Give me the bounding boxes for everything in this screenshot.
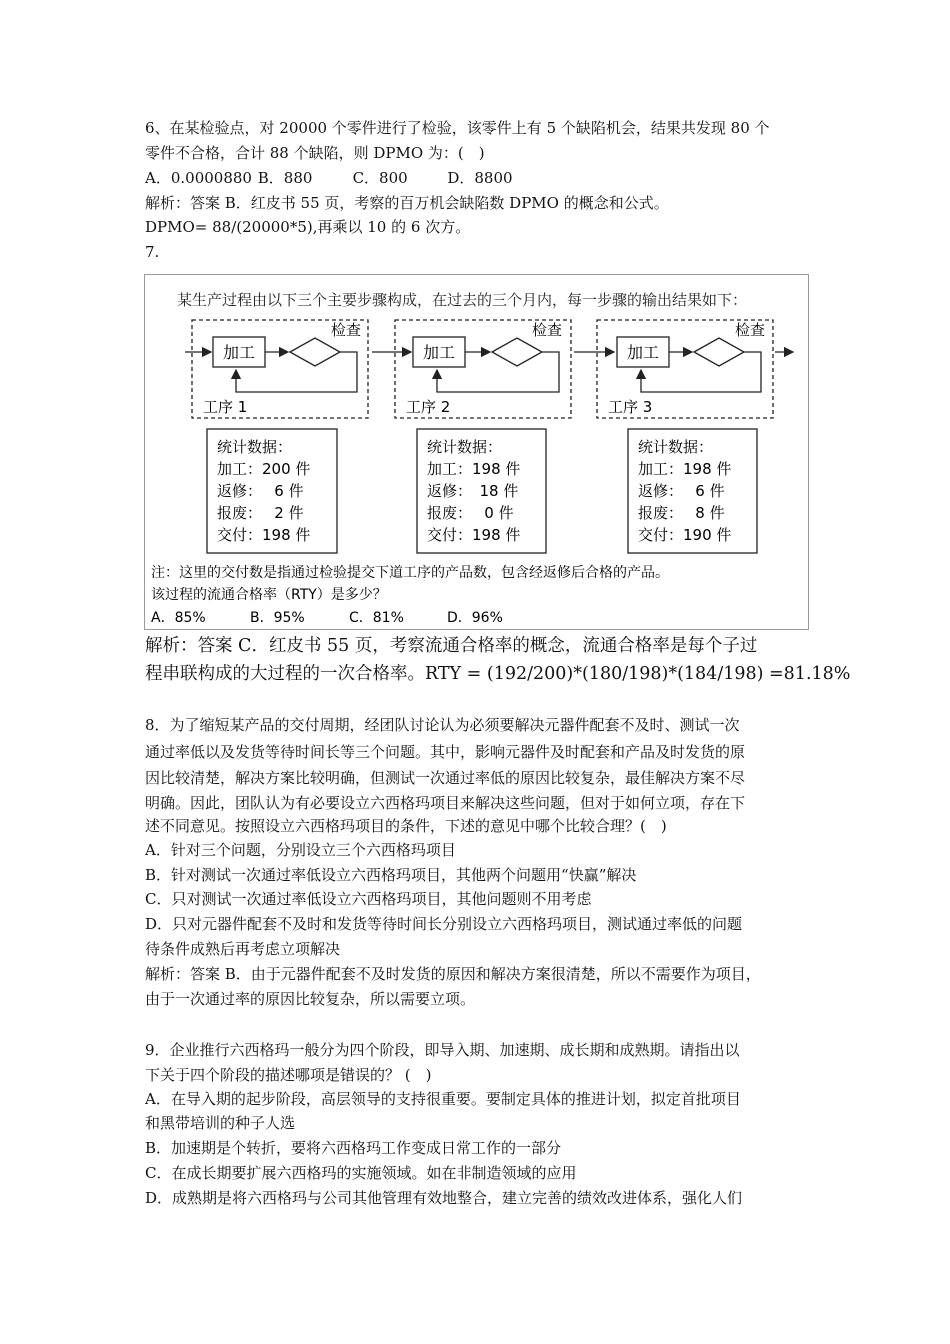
q8-stem-line-2: 通过率低以及发货等待时间长等三个问题。其中，影响元器件及时配套和产品及时发货的原 (145, 743, 746, 761)
process-box-3: 加工 (626, 343, 660, 362)
q9-option-a: A．在导入期的起步阶段，高层领导的支持很重要。要制定具体的推进计划，拟定首批项目 (145, 1090, 741, 1108)
q8-stem-line-1: 8．为了缩短某产品的交付周期，经团队讨论认为必须要解决元器件配套不及时、测试一次 (145, 716, 740, 734)
q8-stem-line-3: 因比较清楚，解决方案比较明确，但测试一次通过率低的原因比较复杂，最佳解决方案不尽 (145, 769, 746, 787)
figure-header: 某生产过程由以下三个主要步骤构成，在过去的三个月内，每一步骤的输出结果如下： (177, 291, 748, 309)
q6-option-a: A．0.0000880 (145, 169, 252, 187)
process-flow-figure (144, 274, 809, 630)
process-flow-diagram (145, 275, 808, 629)
stats-title-3: 统计数据： (638, 438, 714, 456)
q8-option-d: D．只对元器件配套不及时和发货等待时间长分别设立六西格玛项目，测试通过率低的问题 (145, 915, 743, 933)
stats-row: 报废： 0 件 (427, 504, 514, 522)
process-box-1: 加工 (222, 343, 256, 362)
q6-options (145, 167, 513, 189)
process-box-2: 加工 (422, 343, 456, 362)
inspect-label-1: 检查 (331, 321, 362, 339)
q6-option-c: C．800 (352, 169, 408, 187)
stats-row: 交付：198 件 (217, 526, 311, 544)
stats-row: 报废： 8 件 (638, 504, 725, 522)
q6-stem-line-2: 零件不合格，合计 88 个缺陷，则 DPMO 为：( ) (145, 144, 485, 162)
q8-option-b: B．针对测试一次通过率低设立六西格玛项目，其他两个问题用“快赢”解决 (145, 866, 637, 884)
figure-option-c: C．81% (349, 610, 404, 626)
q9-stem-line-1: 9．企业推行六西格玛一般分为四个阶段，即导入期、加速期、成长期和成熟期。请指出以 (145, 1041, 740, 1059)
stats-row: 加工：198 件 (427, 460, 521, 478)
q7-analysis-line-2: 程串联构成的大过程的一次合格率。RTY = (192/200)*(180/198)*(184/198) =81.18% (145, 664, 851, 684)
stats-title-1: 统计数据： (217, 438, 293, 456)
q8-stem-line-4: 明确。因此，团队认为有必要设立六西格玛项目来解决这些问题，但对于如何立项，存在下 (145, 794, 746, 812)
q8-analysis-line-1: 解析：答案 B．由于元器件配套不及时发货的原因和解决方案很清楚，所以不需要作为项目， (145, 965, 761, 983)
q9-option-b: B．加速期是个转折，要将六西格玛工作变成日常工作的一部分 (145, 1139, 562, 1157)
stats-row: 交付：198 件 (427, 526, 521, 544)
q6-stem-line-1: 6、在某检验点，对 20000 个零件进行了检验，该零件上有 5 个缺陷机会，结果共发现 80 个 (145, 119, 770, 137)
q8-option-d-cont: 待条件成熟后再考虑立项解决 (145, 940, 341, 958)
q8-stem-line-5: 述不同意见。按照设立六西格玛项目的条件，下述的意见中哪个比较合理？( ) (145, 817, 667, 835)
inspect-label-2: 检查 (532, 321, 563, 339)
q9-stem-line-2: 下关于四个阶段的描述哪项是错误的？ ( ) (145, 1066, 432, 1084)
stats-box-2 (417, 429, 546, 553)
step-name-3: 工序 3 (608, 398, 653, 416)
stats-row: 返修： 18 件 (427, 482, 519, 500)
process-step-2 (395, 320, 571, 418)
step-name-1: 工序 1 (203, 398, 248, 416)
stats-row: 报废： 2 件 (217, 504, 304, 522)
q8-analysis-line-2: 由于一次通过率的原因比较复杂，所以需要立项。 (145, 990, 476, 1008)
stats-row: 加工：198 件 (638, 460, 732, 478)
figure-option-b: B．95% (250, 610, 305, 626)
figure-question: 该过程的流通合格率（RTY）是多少？ (151, 587, 387, 603)
step-name-2: 工序 2 (406, 398, 451, 416)
stats-row: 加工：200 件 (217, 460, 311, 478)
q7-analysis-line-1: 解析：答案 C．红皮书 55 页，考察流通合格率的概念，流通合格率是每个子过 (145, 636, 758, 656)
stats-row: 返修： 6 件 (217, 482, 304, 500)
process-step-1 (192, 320, 368, 418)
q6-option-b: B．880 (257, 169, 313, 187)
q6-analysis-line-1: 解析：答案 B．红皮书 55 页，考察的百万机会缺陷数 DPMO 的概念和公式。 (145, 194, 669, 212)
q6-analysis-line-2: DPMO= 88/(20000*5),再乘以 10 的 6 次方。 (145, 218, 471, 236)
figure-note: 注：这里的交付数是指通过检验提交下道工序的产品数，包含经返修后合格的产品。 (151, 565, 669, 581)
inspect-label-3: 检查 (735, 321, 766, 339)
q9-option-c: C．在成长期要扩展六西格玛的实施领域。如在非制造领域的应用 (145, 1164, 577, 1182)
stats-box-3 (628, 429, 757, 553)
q8-option-c: C．只对测试一次通过率低设立六西格玛项目，其他问题则不用考虑 (145, 890, 592, 908)
stats-row: 交付：190 件 (638, 526, 732, 544)
process-step-3 (597, 320, 773, 418)
stats-row: 返修： 6 件 (638, 482, 725, 500)
q9-option-a-cont: 和黑带培训的种子人选 (145, 1114, 296, 1132)
q9-option-d: D．成熟期是将六西格玛与公司其他管理有效地整合，建立完善的绩效改进体系，强化人们 (145, 1189, 743, 1207)
q6-option-d: D．8800 (447, 169, 513, 187)
q8-option-a: A．针对三个问题，分别设立三个六西格玛项目 (145, 841, 456, 859)
stats-title-2: 统计数据： (427, 438, 503, 456)
figure-option-d: D．96% (447, 610, 503, 626)
q7-number: 7. (145, 243, 160, 261)
stats-box-1 (207, 429, 337, 553)
figure-option-a: A．85% (151, 610, 206, 626)
